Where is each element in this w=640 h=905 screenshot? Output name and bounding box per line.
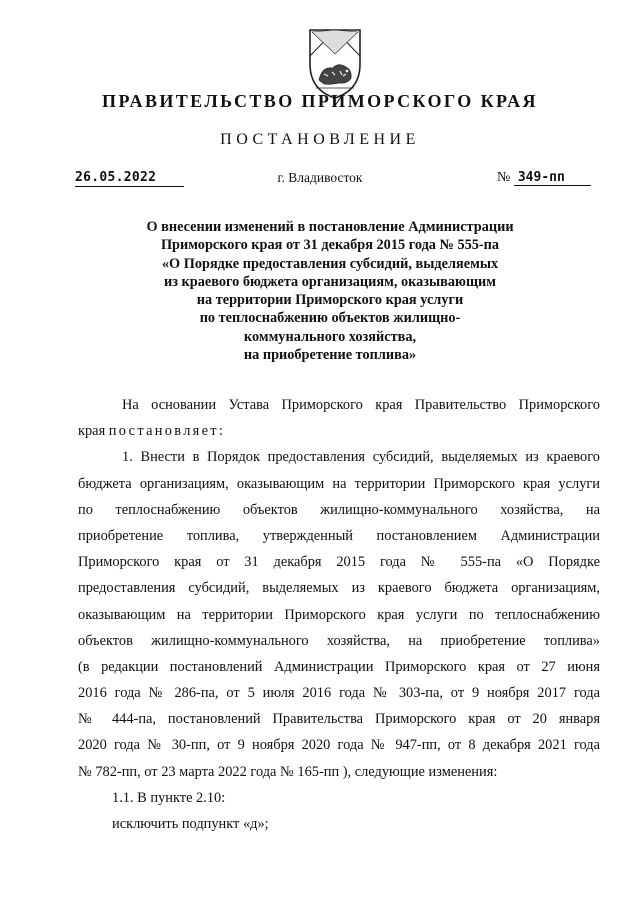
- body-line: № 782-пп, от 23 марта 2022 года № 165-пп ), следующие изменения:: [78, 763, 498, 780]
- document-number: [497, 170, 591, 186]
- body-line: На основании Устава Приморского края Правительство Приморского: [122, 397, 600, 413]
- body-line: предоставления субсидий, выделяемых из краевого бюджета организациям,: [78, 580, 600, 597]
- document-city: г. Владивосток: [277, 170, 363, 185]
- resolves-word: постановляет:: [108, 423, 226, 440]
- body-line: по теплоснабжению объектов жилищно-коммунального хозяйства, на: [78, 501, 600, 518]
- government-title: ПРАВИТЕЛЬСТВО ПРИМОРСКОГО КРАЯ: [102, 91, 538, 111]
- body-line: 2016 года № 286-па, от 5 июля 2016 года № 303-па, от 9 ноября 2017 года: [78, 685, 600, 702]
- body-line: исключить подпункт «д»;: [112, 816, 269, 832]
- body-line: Приморского края от 31 декабря 2015 года № 555-па «О Порядке: [78, 554, 600, 571]
- body-line: № 444-па, постановлений Правительства Приморского края от 20 января: [78, 711, 600, 728]
- body-line: бюджета организациям, оказывающим на территории Приморского края услуги: [78, 475, 600, 492]
- document-heading: [110, 218, 550, 364]
- body-line: 1. Внести в Порядок предоставления субсидий, выделяемых из краевого: [122, 449, 600, 466]
- number-label: №: [497, 170, 511, 185]
- body-line: оказывающим на территории Приморского края услуги по теплоснабжению: [78, 606, 600, 623]
- body-line: 1.1. В пункте 2.10:: [112, 789, 226, 806]
- body-text-fragment: края: [78, 423, 109, 440]
- heading-line: из краевого бюджета организациям, оказывающим: [163, 273, 497, 290]
- document-date: 26.05.2022: [75, 170, 184, 187]
- document-body: [78, 392, 600, 837]
- heading-line: коммунального хозяйства,: [243, 328, 417, 345]
- heading-line: на территории Приморского края услуги: [196, 292, 464, 309]
- number-value: 349-пп: [514, 170, 591, 186]
- body-line: (в редакции постановлений Администрации Приморского края от 27 июня: [78, 658, 600, 675]
- body-line: объектов жилищно-коммунального хозяйства, на приобретение топлива»: [78, 632, 600, 649]
- heading-line: Приморского края от 31 декабря 2015 года № 555-па: [160, 237, 500, 254]
- document-type: ПОСТАНОВЛЕНИЕ: [220, 131, 420, 148]
- body-line: 2020 года № 30-пп, от 9 ноября 2020 года № 947-пп, от 8 декабря 2021 года: [78, 737, 600, 754]
- heading-line: «О Порядке предоставления субсидий, выделяемых: [161, 255, 499, 272]
- coat-of-arms-emblem: [302, 22, 368, 102]
- heading-line: на приобретение топлива»: [243, 347, 417, 364]
- body-line: [78, 418, 600, 444]
- heading-line: по теплоснабжению объектов жилищно-: [199, 310, 461, 327]
- heading-line: О внесении изменений в постановление Администрации: [146, 219, 514, 235]
- body-line: приобретение топлива, утвержденный постановлением Администрации: [78, 527, 600, 544]
